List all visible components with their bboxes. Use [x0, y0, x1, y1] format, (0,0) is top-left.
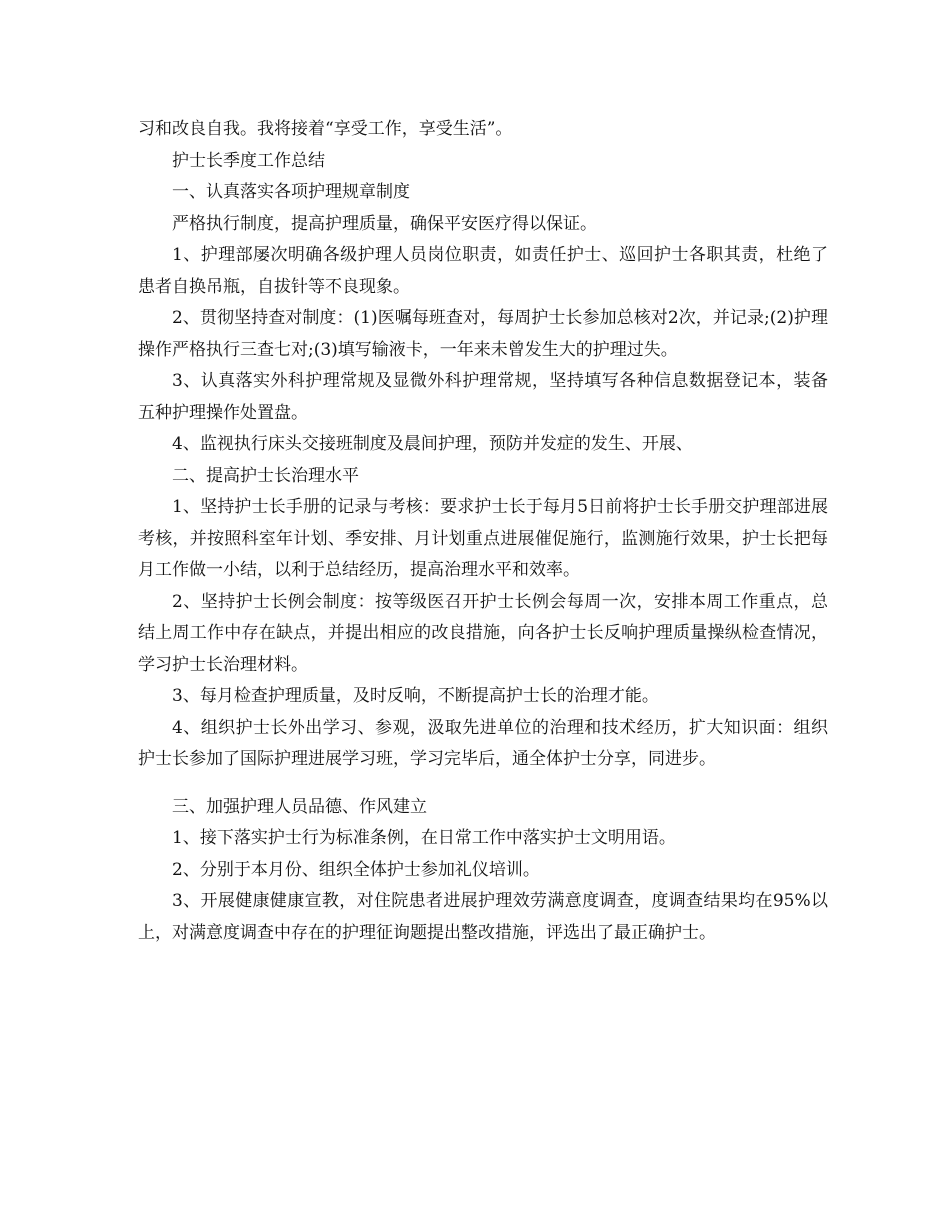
- list-item: 2、分别于本月份、组织全体护士参加礼仪培训。: [172, 859, 540, 880]
- list-item: 2、坚持护士长例会制度：按等级医召开护士长例会每周一次，安排本周工作重点，总结上周工作中存在缺点，并提出相应的改良措施，向各护士长反响护理质量操纵检查情况，学习护士长治理材料。: [138, 591, 828, 675]
- list-item: 3、每月检查护理质量，及时反响，不断提高护士长的治理才能。: [172, 686, 659, 706]
- list-item: 1、接下落实护士行为标准条例，在日常工作中落实护士文明用语。: [172, 828, 676, 848]
- paragraph-continuation: 习和改良自我。我将接着“享受工作，享受生活”。: [138, 119, 513, 139]
- list-item: 4、组织护士长外出学习、参观，汲取先进单位的治理和技术经历，扩大知识面：组织护士长参加了国际护理进展学习班，学习完毕后，通全体护士分享，同进步。: [138, 717, 828, 769]
- section-heading-3: 三、加强护理人员品德、作风建立: [172, 796, 427, 817]
- list-item: 4、监视执行床头交接班制度及晨间护理，预防并发症的发生、开展、: [172, 434, 693, 454]
- section-heading-2: 二、提高护士长治理水平: [172, 465, 359, 486]
- document-body: [138, 114, 828, 949]
- section-heading-1: 一、认真落实各项护理规章制度: [172, 182, 410, 202]
- list-item: 1、坚持护士长手册的记录与考核：要求护士长于每月5日前将护士长手册交护理部进展考核，并按照科室年计划、季安排、月计划重点进展催促施行，监测施行效果，护士长把每月工作做一小结，以利于总结经历，提高治理水平和效率。: [138, 497, 828, 580]
- list-item: 3、开展健康健康宣教，对住院患者进展护理效劳满意度调查，度调查结果均在95%以上，对满意度调查中存在的护理征询题提出整改措施，评选出了最正确护士。: [138, 891, 828, 943]
- list-item: 1、护理部屡次明确各级护理人员岗位职责，如责任护士、巡回护士各职其责，杜绝了患者自换吊瓶，自拔针等不良现象。: [138, 245, 828, 297]
- document-title: 护士长季度工作总结: [172, 150, 325, 171]
- list-item: 3、认真落实外科护理常规及显微外科护理常规，坚持填写各种信息数据登记本，装备五种护理操作处置盘。: [138, 371, 828, 423]
- paragraph: 严格执行制度，提高护理质量，确保平安医疗得以保证。: [172, 213, 597, 234]
- list-item: 2、贯彻坚持查对制度：(1)医嘱每班查对，每周护士长参加总核对2次，并记录;(2)护理操作严格执行三查七对;(3)填写输液卡，一年来未曾发生大的护理过失。: [138, 308, 828, 360]
